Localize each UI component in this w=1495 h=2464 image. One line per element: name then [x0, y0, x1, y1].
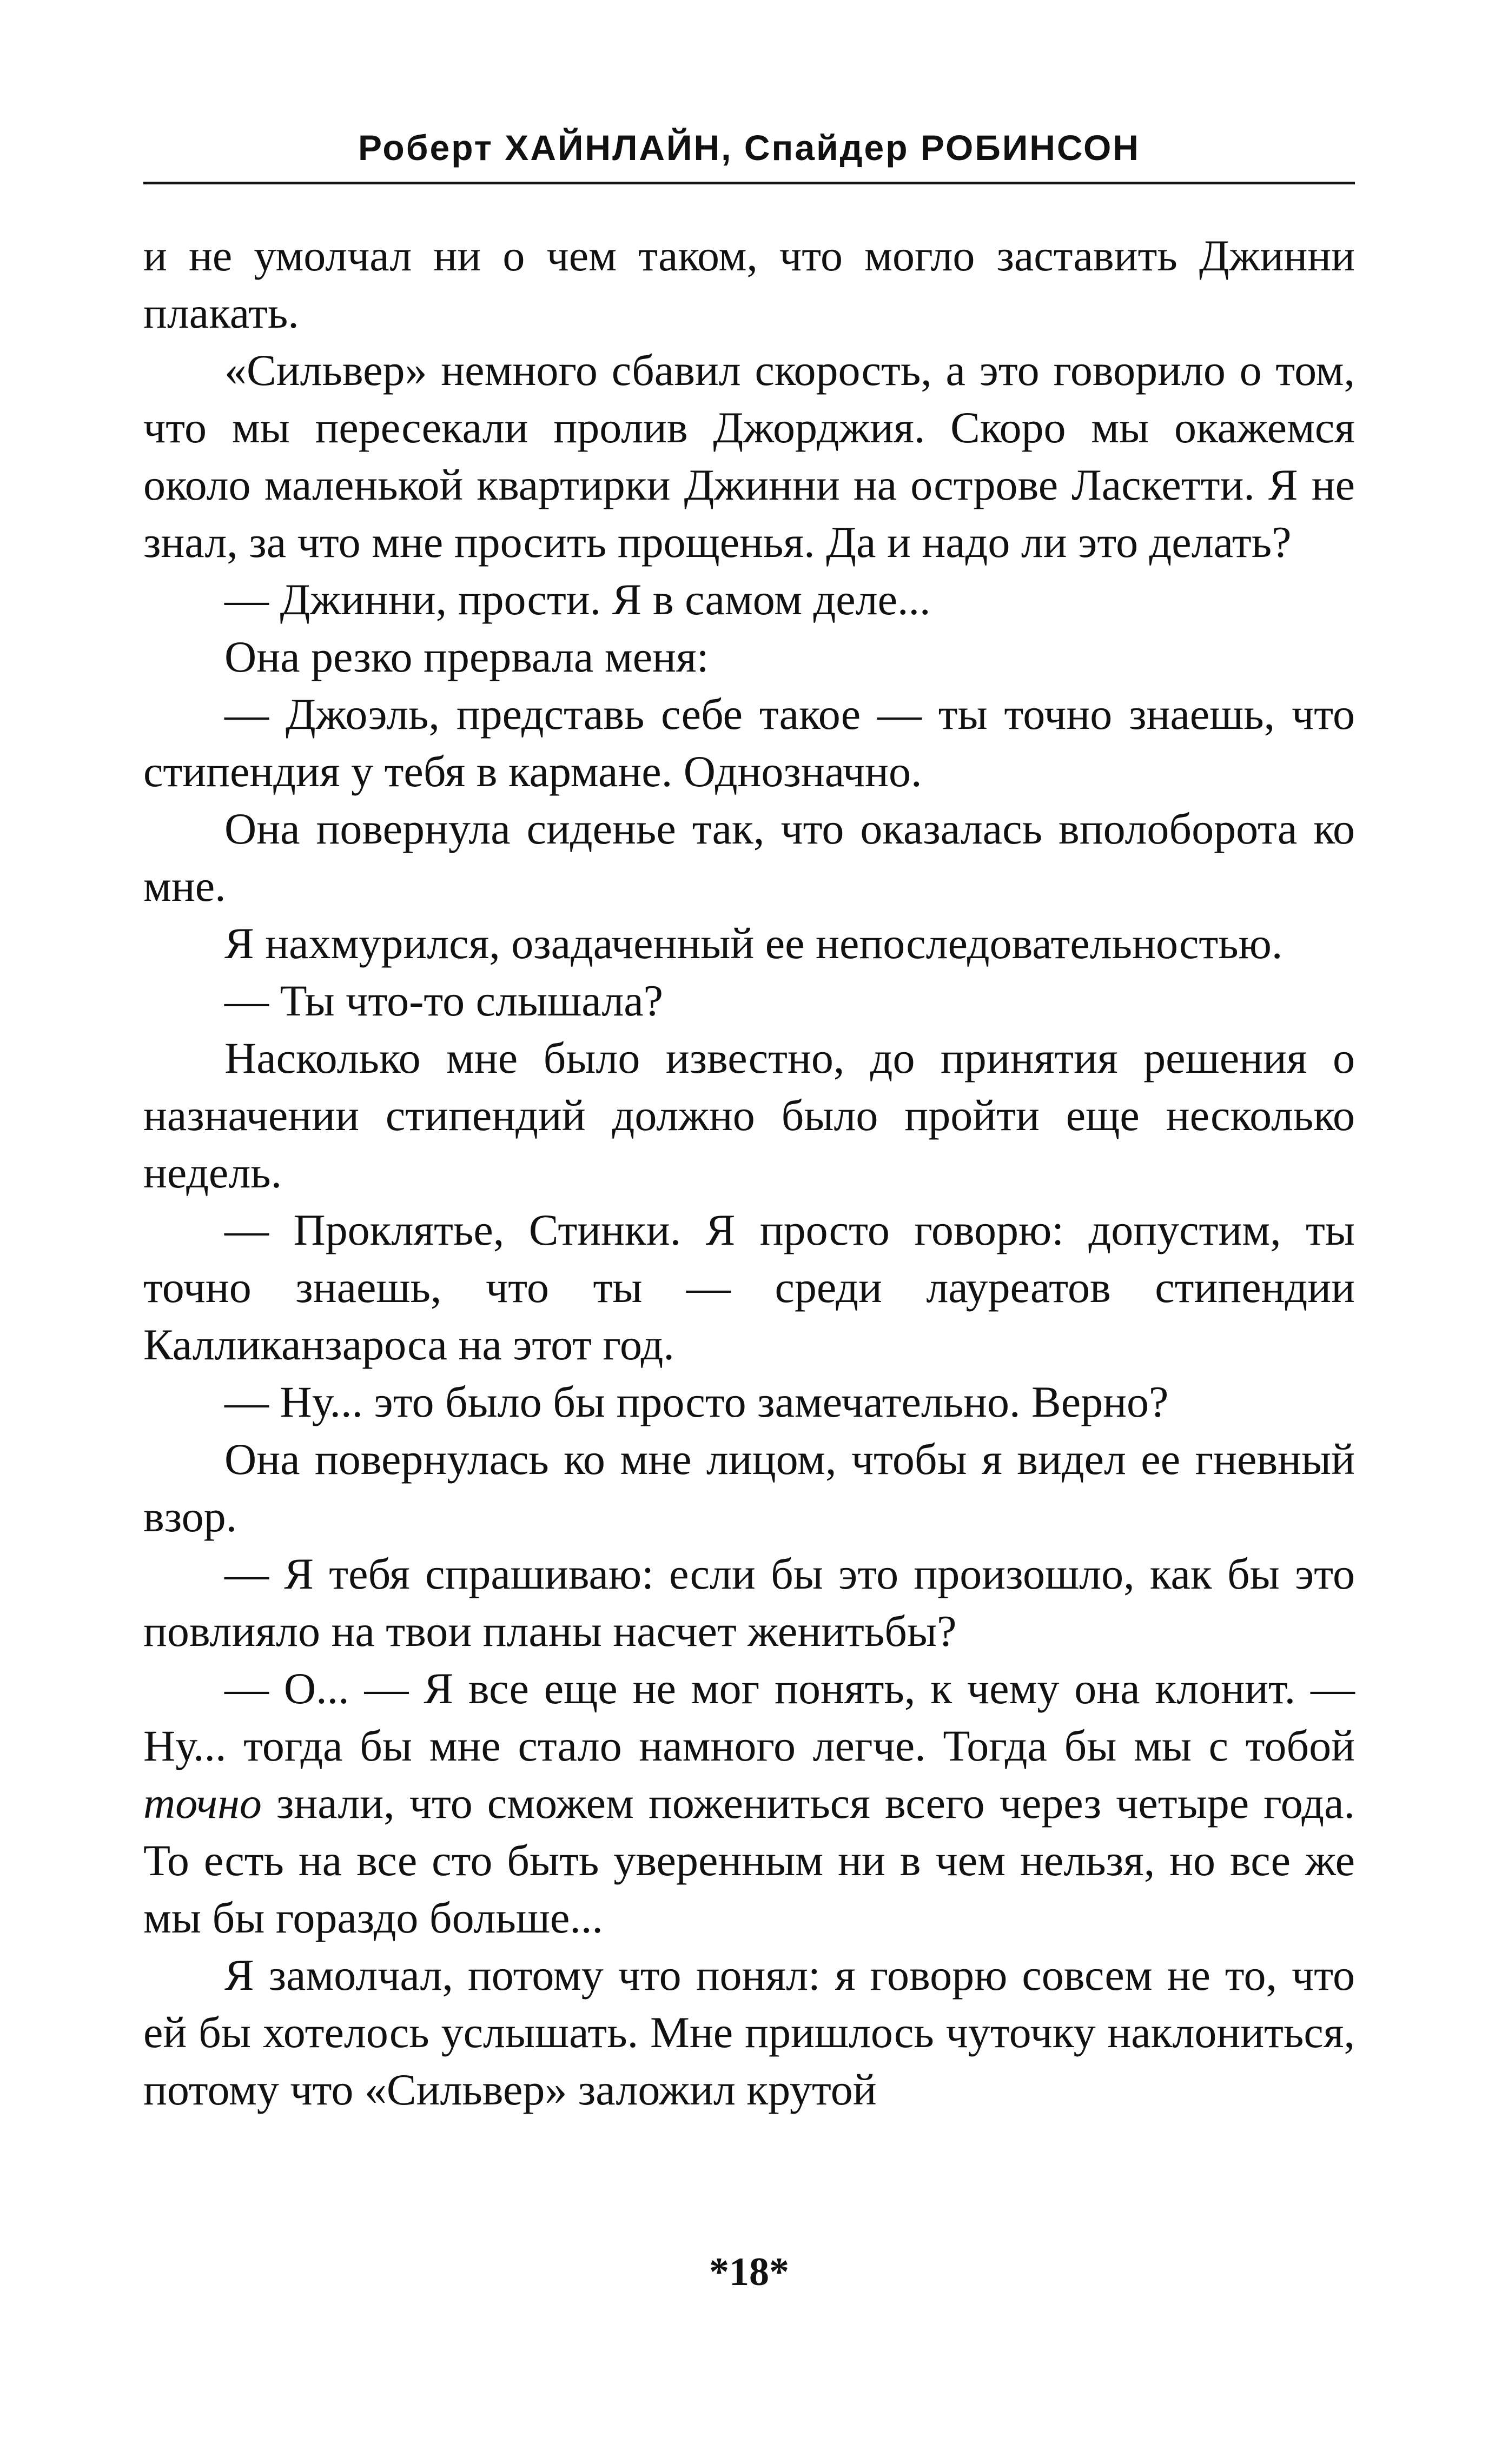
paragraph: — Ну... это было бы просто замечательно. Верно? [224, 1377, 1169, 1426]
paragraph: Насколько мне было известно, до принятия решения о назначении стипендий должно было пройти еще несколько недель. [143, 1033, 1355, 1197]
paragraph: Она повернулась ко мне лицом, чтобы я видел ее гневный взор. [143, 1434, 1355, 1541]
emphasis-text: точно [143, 1778, 262, 1828]
paragraph: Я нахмурился, озадаченный ее непоследовательностью. [224, 919, 1283, 968]
paragraph: — Джинни, прости. Я в самом деле... [224, 575, 931, 624]
paragraph: Она повернула сиденье так, что оказалась вполоборота ко мне. [143, 804, 1355, 911]
paragraph: Она резко прервала меня: [224, 632, 709, 681]
paragraph: — Джоэль, представь себе такое — ты точно знаешь, что стипендия у тебя в кармане. Однозначно. [143, 689, 1355, 796]
paragraph-text: знали, что сможем пожениться всего через четыре года. То есть на все сто быть уверенным ни в чем нельзя, но все же мы бы гораздо больше... [143, 1778, 1355, 1942]
paragraph: — Я тебя спрашиваю: если бы это произошло, как бы это повлияло на твои планы насчет женитьбы? [143, 1549, 1355, 1656]
paragraph: Я замолчал, потому что понял: я говорю совсем не то, что ей бы хотелось услышать. Мне пришлось чуточку наклониться, потому что «Сильвер» заложил крутой [143, 1950, 1355, 2114]
paragraph: и не умолчал ни о чем таком, что могло заставить Джинни плакать. [143, 231, 1355, 337]
page-number: *18* [709, 2250, 789, 2294]
paragraph: — Ты что-то слышала? [224, 976, 664, 1025]
paragraph [143, 1660, 1355, 1947]
header-rule [143, 182, 1355, 184]
paragraph: — Проклятье, Стинки. Я просто говорю: допустим, ты точно знаешь, что ты — среди лауреатов стипендии Калликанзароса на этот год. [143, 1205, 1355, 1369]
body-text [143, 227, 1355, 2118]
paragraph: «Сильвер» немного сбавил скорость, а это говорило о том, что мы пересекали пролив Джорджия. Скоро мы окажемся около маленькой квартирки Джинни на острове Ласкетти. Я не знал, за что мне просить прощенья. Да и надо ли это делать? [143, 346, 1355, 567]
paragraph-text: — О... — Я все еще не мог понять, к чему она клонит. — Ну... тогда бы мне стало намного легче. Тогда бы мы с тобой [143, 1664, 1355, 1770]
running-head: Роберт ХАЙНЛАЙН, Спайдер РОБИНСОН [358, 128, 1140, 168]
